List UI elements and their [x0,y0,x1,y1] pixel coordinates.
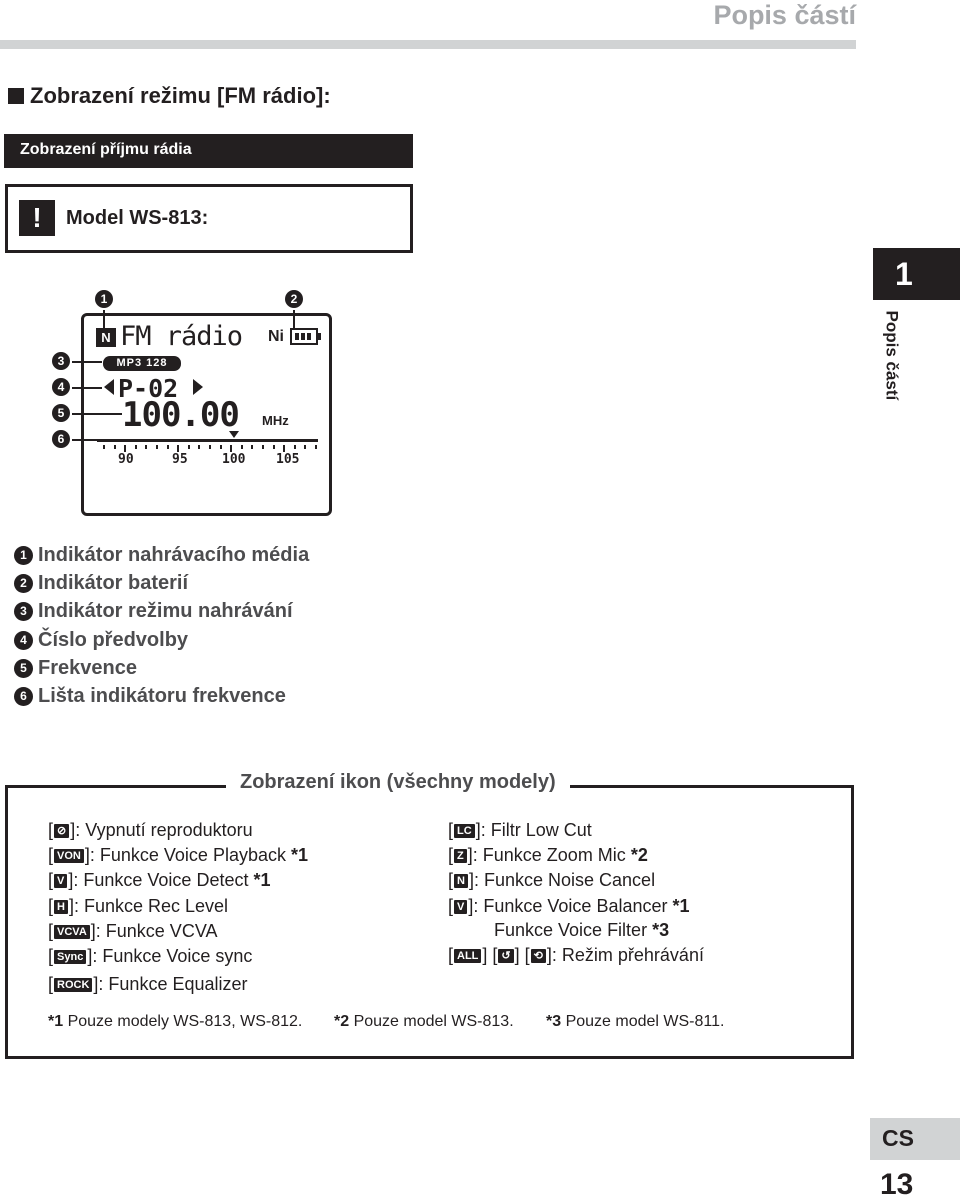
leader-line [72,361,102,363]
low-cut-icon: LC [454,824,475,838]
voice-playback-icon: VON [54,849,84,863]
footnote-text: Pouze model WS-811. [561,1013,725,1030]
legend-item [14,626,309,654]
legend-item [14,682,309,710]
icon-row-equalizer: [ ROCK ] : Funkce Equalizer [48,974,248,994]
chapter-label [872,310,912,438]
scale-label: 105 [276,452,300,467]
footnote-mark: *1 [48,1013,64,1030]
noise-cancel-icon: N [454,874,468,888]
frequency-tick [156,445,158,449]
frequency-tick [251,445,253,449]
voice-balancer-icon: V [454,900,467,914]
footnote-mark: *2 [334,1013,350,1030]
icon-desc: : Vypnutí reproduktoru [75,820,253,840]
battery-tip [318,333,321,340]
scale-label: 100 [222,452,246,467]
icon-desc: : Funkce VCVA [95,921,218,941]
legend-item [14,598,309,626]
icon-row-play-mode: [ ALL ] [ ↺ ] [ ⟲ ] : Režim přehrávání [448,945,704,965]
legend-number: 5 [14,659,33,678]
icon-desc: : Funkce Voice Balancer [473,896,668,916]
footnote-mark: *2 [630,845,648,865]
lcd-title: FM rádio [120,321,243,352]
callout-2: 2 [285,290,303,308]
scale-label: 90 [118,452,134,467]
frequency-tick [230,445,232,452]
display-bar-label: Zobrazení příjmu rádia [20,141,192,158]
callout-4: 4 [52,378,70,396]
icon-row-zoom-mic: [ Z ] : Funkce Zoom Mic *2 [448,845,648,865]
icon-desc: : Funkce Noise Cancel [473,870,656,890]
callout-5: 5 [52,404,70,422]
icon-desc: : Funkce Voice sync [92,946,253,966]
footnote-mark: *3 [546,1013,562,1030]
icon-desc: : Filtr Low Cut [480,820,592,840]
frequency-unit: MHz [262,413,289,428]
voice-sync-icon: Sync [54,950,86,964]
icon-row-voice-detect: [ V ] : Funkce Voice Detect *1 [48,870,271,890]
frequency-tick [294,445,296,449]
chapter-tab [873,248,960,300]
leader-line [72,413,122,415]
frequency-tick [103,445,105,449]
vcva-icon: VCVA [54,925,90,939]
preset-prev-icon [104,379,114,395]
icon-row-voice-playback: [ VON ] : Funkce Voice Playback *1 [48,845,309,865]
repeat-icon: ↺ [498,949,513,963]
legend-item [14,541,309,569]
icon-desc: : Funkce Equalizer [98,974,248,994]
zoom-mic-icon: Z [454,849,467,863]
legend-list [14,541,309,711]
preset-number: P-02 [118,374,179,403]
callout-1: 1 [95,290,113,308]
legend-number: 3 [14,602,33,621]
leader-line [72,387,102,389]
legend-text: Indikátor režimu nahrávání [38,600,293,623]
frequency-tick [135,445,137,449]
legend-number: 4 [14,631,33,650]
frequency-tick [283,445,285,452]
footnote [334,1013,514,1031]
callout-3: 3 [52,352,70,370]
frequency-tick [177,445,179,452]
footnote [48,1013,302,1031]
frequency-value: 100.00 [122,395,239,435]
legend-text: Frekvence [38,656,137,679]
battery-label: Ni [268,328,284,345]
repeat-one-icon: ⟲ [531,949,546,963]
language-badge [870,1118,960,1160]
section-title: Zobrazení režimu [FM rádio]: [30,83,331,108]
frequency-tick [304,445,306,449]
legend-number: 6 [14,687,33,706]
footnote-text: Pouze model WS-813. [349,1013,514,1030]
footnote-mark: *1 [291,845,309,865]
language-code: CS [882,1125,914,1151]
warning-icon: ! [19,200,55,236]
frequency-tick [273,445,275,449]
footnote-text: Pouze modely WS-813, WS-812. [63,1013,303,1030]
leader-line [103,310,105,328]
icon-row-speaker-off: [ ⊘ ] : Vypnutí reproduktoru [48,820,253,840]
footnote-mark: *1 [672,896,690,916]
leader-line [293,310,295,328]
footnote [546,1013,724,1031]
legend-text: Lišta indikátoru frekvence [38,685,286,708]
rec-level-icon: H [54,900,68,914]
frequency-tick [198,445,200,449]
legend-text: Indikátor baterií [38,571,189,594]
chapter-number: 1 [895,256,913,292]
voice-detect-icon: V [54,874,67,888]
frequency-tick [124,445,126,452]
icon-desc: : Funkce Voice Playback [89,845,286,865]
icon-desc: : Funkce Voice Detect [73,870,249,890]
equalizer-icon: ROCK [54,978,92,992]
callout-6: 6 [52,430,70,448]
icon-desc: : Funkce Zoom Mic [472,845,626,865]
frequency-tick [262,445,264,449]
frequency-bar [97,439,318,442]
frequency-tick [188,445,190,449]
frequency-tick [209,445,211,449]
icon-desc: Funkce Voice Filter [494,920,648,940]
frequency-tick [220,445,222,449]
footnote-mark: *3 [652,920,670,940]
model-label: Model WS-813: [66,207,209,229]
frequency-marker-icon [229,431,239,438]
recording-media-icon: N [96,328,116,347]
legend-number: 1 [14,546,33,565]
frequency-tick [241,445,243,449]
frequency-tick [315,445,317,449]
footnote-mark: *1 [253,870,271,890]
preset-next-icon [193,379,203,395]
header-title: Popis částí [713,0,856,30]
section-bullet [8,88,24,104]
legend-text: Indikátor nahrávacího média [38,543,310,566]
recording-mode-badge: MP3 128 [103,356,181,371]
icon-desc: : Režim přehrávání [551,945,704,965]
frequency-tick [114,445,116,449]
icon-row-voice-filter [494,920,669,941]
speaker-off-icon: ⊘ [54,824,69,838]
scale-label: 95 [172,452,188,467]
chapter-label-text: Popis částí [882,310,902,401]
icon-desc: : Funkce Rec Level [73,896,229,916]
leader-line [72,439,97,441]
icon-row-voice-sync: [ Sync ] : Funkce Voice sync [48,946,253,966]
play-all-icon: ALL [454,949,481,963]
legend-number: 2 [14,574,33,593]
legend-item [14,654,309,682]
frequency-tick [145,445,147,449]
icon-row-vcva: [ VCVA ] : Funkce VCVA [48,921,218,941]
page-number: 13 [880,1168,914,1201]
icon-row-voice-balancer: [ V ] : Funkce Voice Balancer *1 [448,896,690,916]
icon-row-noise-cancel: [ N ] : Funkce Noise Cancel [448,870,656,890]
legend-text: Číslo předvolby [38,628,189,651]
battery-icon [290,328,318,345]
frequency-tick [167,445,169,449]
icon-row-low-cut: [ LC ] : Filtr Low Cut [448,820,592,840]
legend-item [14,569,309,597]
icons-box-title: Zobrazení ikon (všechny modely) [226,771,570,794]
display-bar [4,134,413,168]
icon-row-rec-level: [ H ] : Funkce Rec Level [48,896,229,916]
